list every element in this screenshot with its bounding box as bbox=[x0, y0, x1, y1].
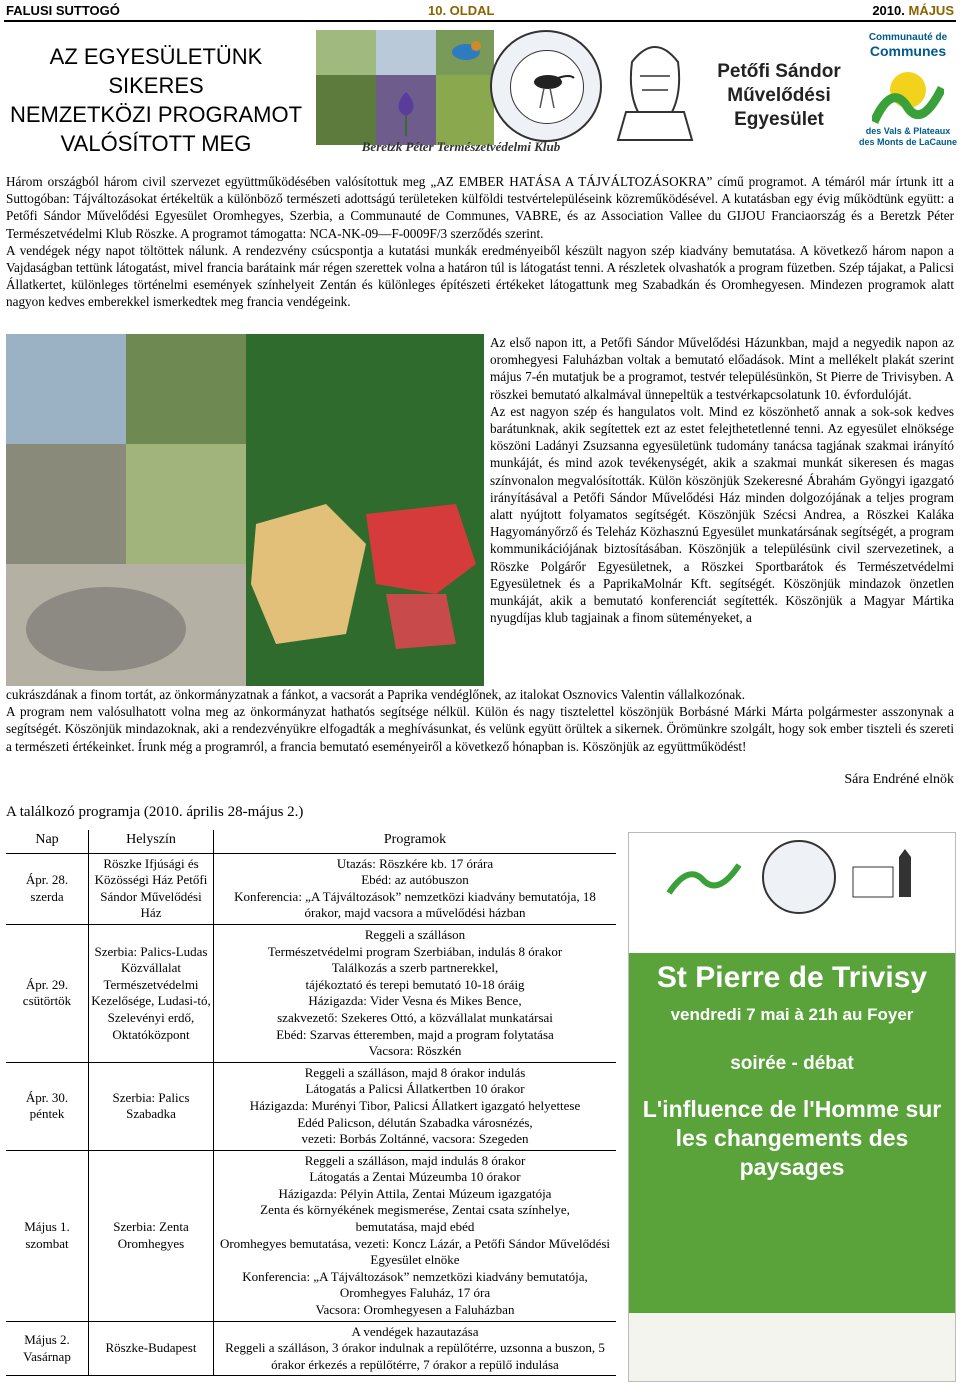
map-icon bbox=[246, 484, 484, 654]
program-table-header bbox=[6, 830, 616, 853]
article-body-wrap bbox=[490, 334, 954, 626]
article-intro bbox=[6, 173, 954, 311]
after-paragraph-2: A program nem valósulhatott volna meg az önkormányzat hathatós segítsége nélkül. Külön és nagy tisztelettel köszönjük Borbásné Márki Márta polgármester asszonynak a segítségét. Köszönjük mindazoknak, aki a rendezvényükre elfogadták a meghívásunkat, és velünk együtt örültek a sikernek. Örömünkre szolgált, hogy sok ember tiszteli és szereti a természeti értékeinket. Írunk még a programról, a francia bemutató eseményeiről a következő hónapban is. Köszönjük az együttműködést! bbox=[6, 704, 954, 754]
klub-logo-icon bbox=[759, 837, 839, 917]
table-row bbox=[6, 853, 616, 924]
flyer-date: vendredi 7 mai à 21h au Foyer bbox=[670, 1005, 914, 1024]
wrap-paragraph-2: Az est nagyon szép és hangulatos volt. Mind ez köszönhető annak a sok-sok kedves barátunknak, akik segítettek ezt az estet felejthetetlenné tenni. Az egyesület elnöksége köszöni Ladányi Zsuzsanna egyesületünk tudomány tanácsa tagjának szakmai irányító munkáját, és mind azok tevékenységét, akik a szakmai munkát sikeresen és magas színvonalon megvalósították. Külön köszönjük Szekeresné Ábrahám Gyöngyi igazgató irányításával a Petőfi Sándor Művelődési Ház minden dolgozójának a teljes program alatt nyújtott folyamatos segítségét. Köszönjük Szécsi Andrea, a Röszkei Kaláka Hagyományőrző és Teleház Közhasznú Egyesület munkatársának segítségét, a program kommunikációjának biztosításában. Köszönjük a településünk civil szervezetinek, a Röszke Polgárőr Egyesületnek, a Röszkei Sportbarátok és Természetvédelmi Egyesületnek és a PaprikaMolnár Kft. segítségét. Köszönjük mindazok önzetlen munkáját, akik a bemutató konferenciát segítették. Köszönjük a Magyar Mártika nyugdíjas klub tagjainak a finom süteményeket, a bbox=[490, 403, 954, 626]
column-header-day: Nap bbox=[6, 830, 89, 853]
beretzk-klub-logo bbox=[490, 30, 602, 142]
cell-location: Szerbia: Zenta Oromhegyes bbox=[89, 1150, 214, 1321]
hills-icon bbox=[872, 68, 944, 124]
intro-paragraph-2: A vendégek négy napot töltöttek nálunk. A rendezvény csúcspontja a kutatási munkák eredményeiből készült nagyon szép kiadvány bemutatása. A következő három napon a Vajdaságban tettünk látogatást, mivel francia barátaink már régen szerettek volna a határon túl is látogatást tenni. A részletek olvashatók a program füzetben. Szép tájakat, a Palicsi Állatkertet, különleges történelmi események színhelyeit Zentán és különleges építészeti értékeket látogattunk meg Szabadkán és Oromhegyesen. Mindezen programok alatt nagyon kedves emberekkel ismerkedtek meg francia vendégeink. bbox=[6, 242, 954, 310]
cell-day: Ápr. 30. péntek bbox=[6, 1062, 89, 1150]
cell-location: Röszke Ifjúsági és Közösségi Ház Petőfi Sándor Művelődési Ház bbox=[89, 853, 214, 924]
project-poster-image bbox=[6, 334, 484, 686]
column-header-programs: Programok bbox=[214, 830, 617, 853]
cell-location: Szerbia: Palics-Ludas Közvállalat Természetvédelmi Kezelősége, Ludasi-tó, Szelevényi erdő, Oktatóközpont bbox=[89, 924, 214, 1062]
page-number: 10. OLDAL bbox=[428, 3, 495, 18]
table-row bbox=[6, 1321, 616, 1376]
flyer-title: St Pierre de Trivisy bbox=[656, 961, 928, 994]
cell-programs: Reggeli a szálláson, majd indulás 8 órakor Látogatás a Zentai Múzeumba 10 órakor Házigazda: Pélyin Attila, Zentai Múzeum igazgatója Zenta és környékének megismerése, Zentai csata színhelye, bemutatása, majd ebéd Oromhegyes bemutatása, vezeti: Koncz Lázár, a Petőfi Sándor Művelődési Egyesület elnöke Konferencia: „A Tájváltozások” nemzetközi kiadvány bemutatója, Oromhegyes Faluház, 17 óra Vacsora: Oromhegyesen a Faluházban bbox=[214, 1150, 617, 1321]
event-flyer-image bbox=[628, 832, 956, 1382]
gijou-logo-icon bbox=[849, 847, 939, 907]
cell-location: Röszke-Budapest bbox=[89, 1321, 214, 1376]
table-row bbox=[6, 924, 616, 1062]
cell-day: Ápr. 29. csütörtök bbox=[6, 924, 89, 1062]
cell-programs: Reggeli a szálláson Természetvédelmi program Szerbiában, indulás 8 órakor Találkozás a szerb partnerekkel, tájékoztató és terepi bemutató 10-18 óráig Házigazda: Vider Vesna és Mikes Bence, szakvezető: Szekeres Ottó, a közvállalat munkatársai Ebéd: Szarvas étteremben, majd a program folytatása Vacsora: Röszkén bbox=[214, 924, 617, 1062]
klub-logo-caption: Beretzk Péter Természetvédelmi Klub bbox=[361, 139, 561, 154]
petofi-portrait-icon bbox=[612, 32, 698, 142]
program-title: A találkozó programja (2010. április 28-május 2.) bbox=[6, 804, 304, 820]
bird-icon bbox=[446, 34, 486, 68]
rock-icon bbox=[16, 574, 216, 684]
communaute-logo-icon bbox=[659, 843, 749, 903]
intro-paragraph-1: Három országból három civil szervezet együttműködésében valósítottuk meg „AZ EMBER HATÁSA A TÁJVÁLTOZÁSOKRA” című programot. A témáról már írtunk itt a Suttogóban: Tájváltozásokat értékeltük a különböző természeti adottságú területeken külföldi testvértelepüléseink közreműködésével. A kutatásban egy évig működtünk együtt: a Petőfi Sándor Művelődési Egyesület Oromhegyes, Szerbia, a Communauté de Communes, VABRE, és az Association Vallee du GIJOU Franciaország és a Beretzk Péter Természetvédelmi Klub Röszke. A programot támogatta: NCA-NK-09—F-0009F/3 szerződés szerint. bbox=[6, 174, 954, 241]
wrap-paragraph-1: Az első napon itt, a Petőfi Sándor Művelődési Házunkban, majd a negyedik napon az oromhegyesi Faluházban voltak a bemutató előadások. Mint a mellékelt plakát szerint május 7-én mutatjuk be a programot, testvér településünkön, St Pierre de Trivisyben. A röszkei bemutató alkalmával ünnepeltük a testvérkapcsolatunk 10. évfordulóját. bbox=[490, 335, 954, 402]
flyer-fine-print bbox=[629, 1313, 955, 1382]
iris-flower-icon bbox=[388, 86, 424, 136]
after-paragraph-1: cukrászdának a finom tortát, az önkormányzatnak a fánkot, a vacsorát a Paprika vendéglőnek, az italokat Osznovics Valentin vállalkozónak. bbox=[6, 687, 746, 702]
nature-photo-collage bbox=[316, 30, 494, 145]
issue-date: 2010. MÁJUS bbox=[872, 3, 954, 18]
page-header bbox=[0, 0, 960, 22]
communaute-logo: Communauté de Communes des Vals & Plateaux des Monts de LaCaune bbox=[858, 32, 957, 147]
cell-location: Szerbia: Palics Szabadka bbox=[89, 1062, 214, 1150]
flyer-subject: L'influence de l'Homme sur les changements des paysages bbox=[642, 1096, 942, 1180]
header-rule bbox=[4, 20, 956, 22]
table-row bbox=[6, 1062, 616, 1150]
cell-programs: Utazás: Röszkére kb. 17 órára Ebéd: az autóbuszon Konferencia: „A Tájváltozások” nemzetközi kiadvány bemutatója, 18 órakor, majd vacsora a művelődési házban bbox=[214, 853, 617, 924]
cell-day: Május 2. Vasárnap bbox=[6, 1321, 89, 1376]
petofi-logo-text: Petőfi Sándor Művelődési Egyesület bbox=[717, 61, 841, 130]
column-header-location: Helyszín bbox=[89, 830, 214, 853]
program-table bbox=[6, 830, 616, 1376]
newspaper-name: FALUSI SUTTOGÓ bbox=[6, 3, 120, 18]
article-body-end bbox=[6, 686, 954, 755]
cell-day: Május 1. szombat bbox=[6, 1150, 89, 1321]
cell-programs: Reggeli a szálláson, majd 8 órakor indulás Látogatás a Palicsi Állatkertben 10 órakor Házigazda: Murényi Tibor, Palicsi Állatkert igazgató helyettese Edéd Palicson, délután Szabadka városnézés, vezeti: Borbás Zoltánné, vacsora: Szegeden bbox=[214, 1062, 617, 1150]
cell-day: Ápr. 28. szerda bbox=[6, 853, 89, 924]
signature: Sára Endréné elnök bbox=[844, 772, 954, 787]
avocet-bird-icon bbox=[520, 58, 576, 114]
cell-programs: A vendégek hazautazása Reggeli a szálláson, 3 órakor indulnak a repülőtérre, uzsonna a buszon, 5 órakor érkezés a repülőtérre, 7 órakor a repülő indulása bbox=[214, 1321, 617, 1376]
article-headline: AZ EGYESÜLETÜNK SIKERES NEMZETKÖZI PROGRAMOT VALÓSÍTOTT MEG bbox=[9, 44, 303, 156]
flyer-event-type: soirée - débat bbox=[730, 1053, 854, 1074]
table-row bbox=[6, 1150, 616, 1321]
